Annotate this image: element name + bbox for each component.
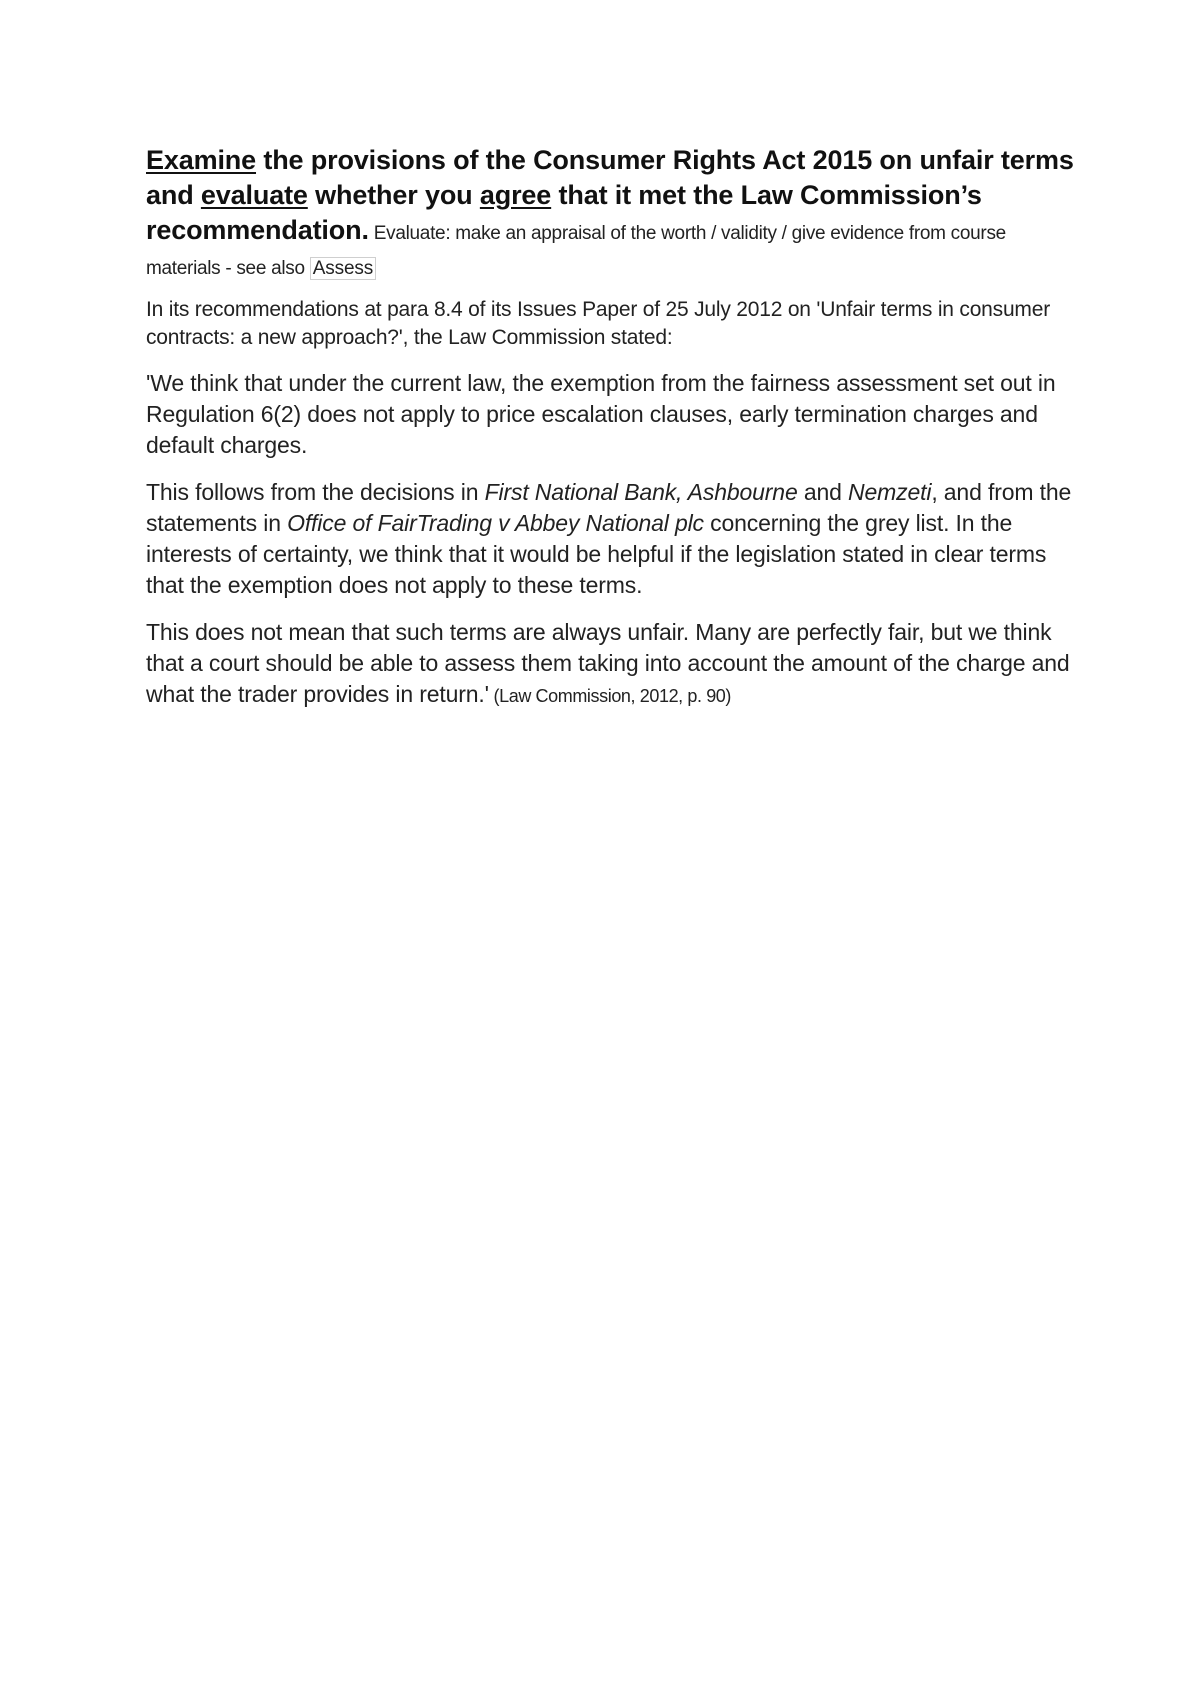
keyword-evaluate: evaluate: [200, 180, 308, 210]
essay-question: [146, 143, 1076, 286]
quote-paragraph-1: 'We think that under the current law, the exemption from the fairness assessment set out in Regulation 6(2) does not apply to price escalation clauses, early termination charges and default charges.: [146, 370, 1056, 458]
case-nemzeti: Nemzeti: [848, 479, 932, 505]
quote-paragraph-3: [146, 617, 1076, 712]
citation: (Law Commission, 2012, p. 90): [488, 686, 732, 706]
quote-p3-text: This does not mean that such terms are always unfair. Many are perfectly fair, but we think that a court should be able to assess them taking into account the amount of the charge and what the trader provides in return.': [146, 619, 1070, 707]
intro-paragraph: In its recommendations at para 8.4 of its Issues Paper of 25 July 2012 on 'Unfair terms in consumer contracts: a new approach?', the Law Commission stated:: [146, 298, 1050, 349]
quote-p2-text-b: and: [797, 479, 848, 505]
evaluate-definition: Evaluate: make an appraisal of the worth / validity / give evidence from course materials - see also: [146, 223, 1006, 279]
keyword-agree: agree: [479, 180, 552, 210]
case-first-national-bank-ashbourne: First National Bank, Ashbourne: [484, 479, 798, 505]
quote-p2-text-c: , and from the statements in: [146, 479, 1072, 536]
question-text-3: that it met the Law Commission’s recommendation.: [146, 180, 982, 245]
question-text-2: whether you: [307, 180, 480, 210]
document-page: [146, 143, 1076, 728]
quote-p2-text-d: concerning the grey list. In the interests of certainty, we think that it would be helpful if the legislation stated in clear terms that the exemption does not apply to these terms.: [146, 510, 1047, 598]
quote-p2-text-a: This follows from the decisions in: [146, 479, 485, 505]
assess-link[interactable]: Assess: [310, 257, 376, 280]
quote-paragraph-2: [146, 477, 1076, 601]
case-oft-v-abbey-national: Office of FairTrading v Abbey National plc: [287, 510, 704, 536]
keyword-examine: Examine: [146, 145, 257, 175]
question-text-1: the provisions of the Consumer Rights Act 2015 on unfair terms and: [146, 145, 1074, 210]
